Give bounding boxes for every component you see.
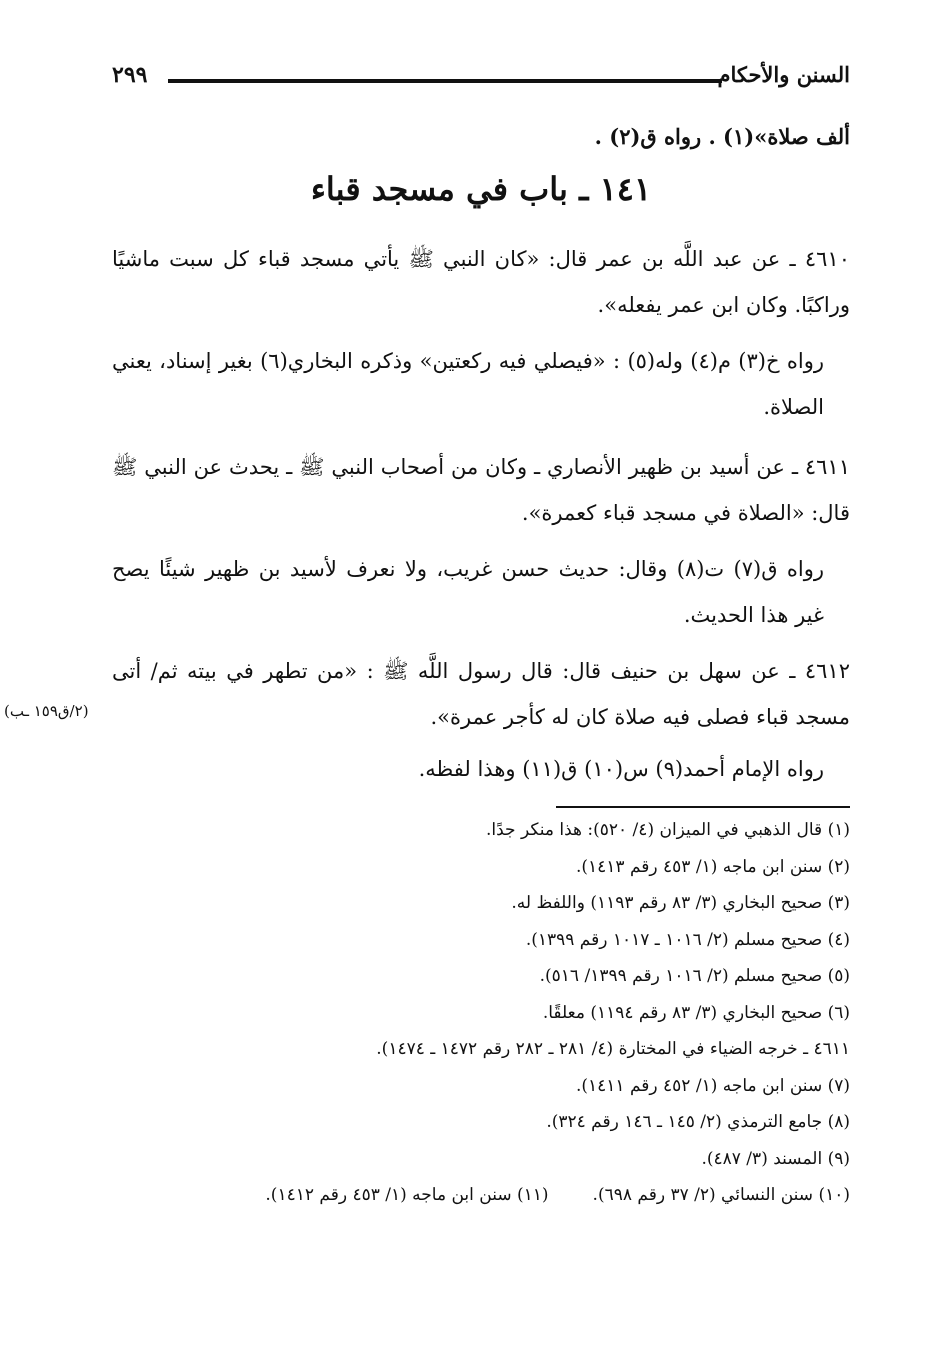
chapter-heading: ١٤١ ـ باب في مسجد قباء — [310, 170, 652, 208]
footnotes — [112, 812, 850, 1214]
continuation-line: ألف صلاة»(١) . رواه ق(٢) . — [594, 124, 850, 149]
footnote: (٢) سنن ابن ماجه (١/ ٤٥٣ رقم ١٤١٣). — [575, 856, 850, 877]
narration-4612: رواه الإمام أحمد(٩) س(١٠) ق(١١) وهذا لفظه. — [418, 757, 824, 781]
footnote: (٣) صحيح البخاري (٣/ ٨٣ رقم ١١٩٣) واللفظ له. — [511, 893, 850, 913]
narration-4611: رواه ق(٧) ت(٨) وقال: حديث حسن غريب، ولا نعرف لأسيد بن ظهير شيئًا يصح غير هذا الحديث. — [112, 557, 825, 627]
footnote: (٧) سنن ابن ماجه (١/ ٤٥٢ رقم ١٤١١). — [575, 1075, 850, 1096]
narration-4610: رواه خ(٣) م(٤) وله(٥) : «فيصلي فيه ركعتين» وذكره البخاري(٦) بغير إسناد، يعني الصلاة. — [112, 349, 825, 419]
footnote: (١) قال الذهبي في الميزان (٤/ ٥٢٠): هذا منكر جدًا. — [486, 820, 850, 840]
hadith-4611: ٤٦١١ ـ عن أسيد بن ظهير الأنصاري ـ وكان من أصحاب النبي ﷺ ـ يحدث عن النبي ﷺ قال: «الصلاة في مسجد قباء كعمرة». — [112, 455, 850, 525]
hadith-4612: ٤٦١٢ ـ عن سهل بن حنيف قال: قال رسول اللَّه ﷺ : «من تطهر في بيته ثم/ أتى مسجد قباء فصلى فيه صلاة كان له كأجر عمرة». — [112, 659, 850, 729]
page-number: ٢٩٩ — [112, 62, 148, 88]
footnote: ٤٦١١ ـ خرجه الضياء في المختارة (٤/ ٢٨١ ـ ٢٨٢ رقم ١٤٧٢ ـ ١٤٧٤). — [376, 1039, 850, 1059]
running-title: السنن والأحكام — [717, 62, 850, 87]
manuscript-margin-note: (٢/ق١٥٩ ـب) — [4, 702, 89, 720]
footnote-separator — [556, 806, 850, 808]
footnote: (١٠) سنن النسائي (٢/ ٣٧ رقم ٦٩٨). — [592, 1185, 850, 1205]
footnote: (٨) جامع الترمذي (٢/ ١٤٥ ـ ١٤٦ رقم ٣٢٤). — [546, 1112, 850, 1132]
footnote-pair — [112, 1177, 850, 1214]
hadith-4610: ٤٦١٠ ـ عن عبد اللَّه بن عمر قال: «كان النبي ﷺ يأتي مسجد قباء كل سبت ماشيًا وراكبًا. وكان ابن عمر يفعله». — [112, 247, 850, 317]
footnote: (٥) صحيح مسلم (٢/ ١٠١٦ رقم ١٣٩٩/ ٥١٦). — [539, 966, 850, 986]
footnote: (٦) صحيح البخاري (٣/ ٨٣ رقم ١١٩٤) معلقًا. — [542, 1002, 850, 1023]
footnote: (٤) صحيح مسلم (٢/ ١٠١٦ ـ ١٠١٧ رقم ١٣٩٩). — [525, 929, 850, 950]
running-header — [112, 62, 850, 98]
footnote: (١١) سنن ابن ماجه (١/ ٤٥٣ رقم ١٤١٢). — [265, 1185, 549, 1205]
header-rule — [168, 79, 722, 83]
footnote: (٩) المسند (٣/ ٤٨٧). — [701, 1148, 850, 1169]
